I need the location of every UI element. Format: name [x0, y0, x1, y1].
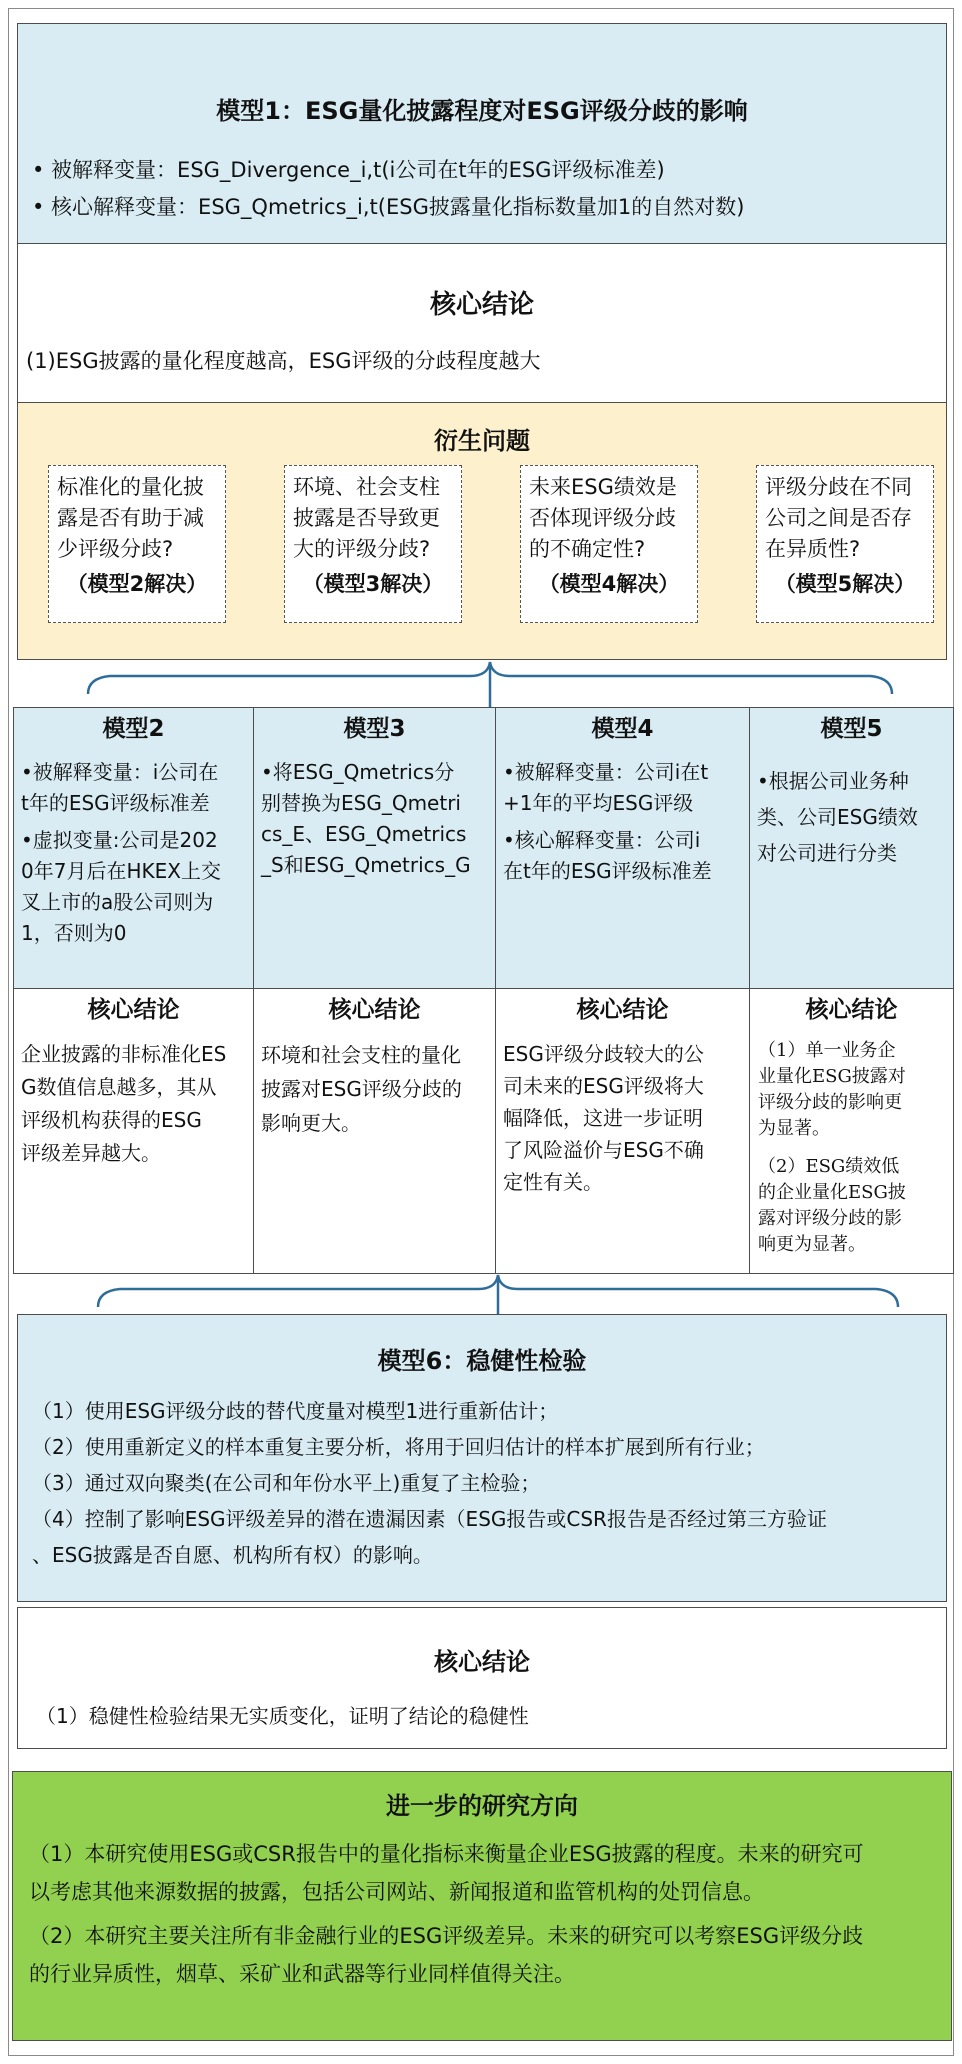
future-research-title: 进一步的研究方向 — [386, 1792, 578, 1820]
model5-title: 模型5 — [820, 716, 883, 742]
question-solver: （模型4解决） — [538, 572, 680, 596]
question-text: 环境、社会支柱 披露是否导致更 大的评级分歧? — [293, 475, 440, 561]
model6-conclusion-text: （1）稳健性检验结果无实质变化，证明了结论的稳健性 — [36, 1704, 529, 1728]
model3-conclusion-text: 环境和社会支柱的量化 披露对ESG评级分歧的 影响更大。 — [261, 1043, 462, 1135]
question-box — [284, 465, 462, 623]
derived-questions-title: 衍生问题 — [434, 427, 530, 455]
brace-connector-bottom — [0, 1273, 962, 1317]
model6-conclusion-box — [17, 1607, 947, 1749]
model2-title: 模型2 — [102, 716, 165, 742]
model1-conclusion-text: (1)ESG披露的量化程度越高，ESG评级的分歧程度越大 — [26, 349, 541, 373]
model1-conclusion-box — [17, 243, 947, 403]
question-text: 标准化的量化披 露是否有助于减 少评级分歧? — [57, 475, 204, 561]
question-box — [756, 465, 934, 623]
model6-line: 、ESG披露是否自愿、机构所有权）的影响。 — [32, 1543, 433, 1567]
future-research-line: 以考虑其他来源数据的披露，包括公司网站、新闻报道和监管机构的处罚信息。 — [29, 1880, 764, 1904]
model6-box — [17, 1314, 947, 1602]
model6-line: （2）使用重新定义的样本重复主要分析，将用于回归估计的样本扩展到所有行业； — [32, 1435, 765, 1459]
question-solver: （模型2解决） — [66, 572, 208, 596]
question-solver: （模型5解决） — [774, 572, 916, 596]
model2-conclusion-text: 企业披露的非标准化ES G数值信息越多，其从 评级机构获得的ESG 评级差异越大。 — [21, 1042, 227, 1165]
model1-core-variable: • 核心解释变量：ESG_Qmetrics_i,t(ESG披露量化指标数量加1的自然对数) — [32, 195, 745, 219]
model1-conclusion-title: 核心结论 — [429, 290, 534, 320]
question-text: 未来ESG绩效是 否体现评级分歧 的不确定性? — [529, 475, 677, 561]
model6-line: （1）使用ESG评级分歧的替代度量对模型1进行重新估计； — [32, 1399, 559, 1423]
model4-item: •核心解释变量：公司i 在t年的ESG评级标准差 — [503, 828, 712, 883]
derived-questions-box — [17, 402, 947, 660]
model2-box — [13, 707, 254, 989]
model2-conclusion-box — [13, 988, 254, 1274]
model4-conclusion-title: 核心结论 — [576, 997, 669, 1023]
model6-line: （4）控制了影响ESG评级差异的潜在遗漏因素（ESG报告或CSR报告是否经过第三方验证 — [32, 1507, 827, 1531]
model3-conclusion-box — [253, 988, 496, 1274]
model5-conclusion-title: 核心结论 — [805, 997, 898, 1023]
brace-connector-top — [0, 660, 962, 708]
model6-conclusion-title: 核心结论 — [434, 1648, 530, 1676]
model3-title: 模型3 — [343, 716, 406, 742]
model5-conclusion-text: （1）单一业务企 业量化ESG披露对 评级分歧的影响更 为显著。 — [758, 1040, 906, 1139]
model4-item: •被解释变量：公司i在t +1年的平均ESG评级 — [503, 760, 709, 815]
future-research-line: （2）本研究主要关注所有非金融行业的ESG评级差异。未来的研究可以考察ESG评级分歧 — [29, 1924, 864, 1948]
model3-conclusion-title: 核心结论 — [328, 997, 421, 1023]
future-research-box — [12, 1771, 952, 2041]
question-text: 评级分歧在不同 公司之间是否存 在异质性? — [765, 475, 912, 561]
model2-item: •被解释变量：i公司在 t年的ESG评级标准差 — [21, 760, 219, 815]
model2-item: •虚拟变量:公司是202 0年7月后在HKEX上交 叉上市的a股公司则为 1，否则为0 — [21, 828, 221, 945]
model3-item: •将ESG_Qmetrics分 别替换为ESG_Qmetri cs_E、ESG_Qmetrics _S和ESG_Qmetrics_G — [261, 760, 471, 877]
model6-line: （3）通过双向聚类(在公司和年份水平上)重复了主检验； — [32, 1471, 541, 1495]
question-solver: （模型3解决） — [302, 572, 444, 596]
model1-dependent-variable: • 被解释变量：ESG_Divergence_i,t(i公司在t年的ESG评级标准差) — [32, 158, 665, 182]
model6-title: 模型6：稳健性检验 — [377, 1347, 587, 1375]
question-box — [520, 465, 698, 623]
model4-title: 模型4 — [591, 716, 654, 742]
model5-item: •根据公司业务种 类、公司ESG绩效 对公司进行分类 — [757, 769, 918, 865]
model2-conclusion-title: 核心结论 — [87, 997, 180, 1023]
model5-conclusion-text: （2）ESG绩效低 的企业量化ESG披 露对评级分歧的影 响更为显著。 — [758, 1156, 906, 1255]
model5-conclusion-box — [749, 988, 954, 1274]
future-research-line: （1）本研究使用ESG或CSR报告中的量化指标来衡量企业ESG披露的程度。未来的研究可 — [29, 1842, 864, 1866]
model3-box — [253, 707, 496, 989]
model1-box — [17, 23, 947, 244]
question-box — [48, 465, 226, 623]
model4-conclusion-text: ESG评级分歧较大的公 司未来的ESG评级将大 幅降低，这进一步证明 了风险溢价与ESG不确 定性有关。 — [503, 1042, 704, 1194]
model4-conclusion-box — [495, 988, 750, 1274]
model5-box — [749, 707, 954, 989]
model4-box — [495, 707, 750, 989]
model1-title: 模型1：ESG量化披露程度对ESG评级分歧的影响 — [216, 97, 748, 125]
future-research-line: 的行业异质性，烟草、采矿业和武器等行业同样值得关注。 — [29, 1962, 575, 1986]
